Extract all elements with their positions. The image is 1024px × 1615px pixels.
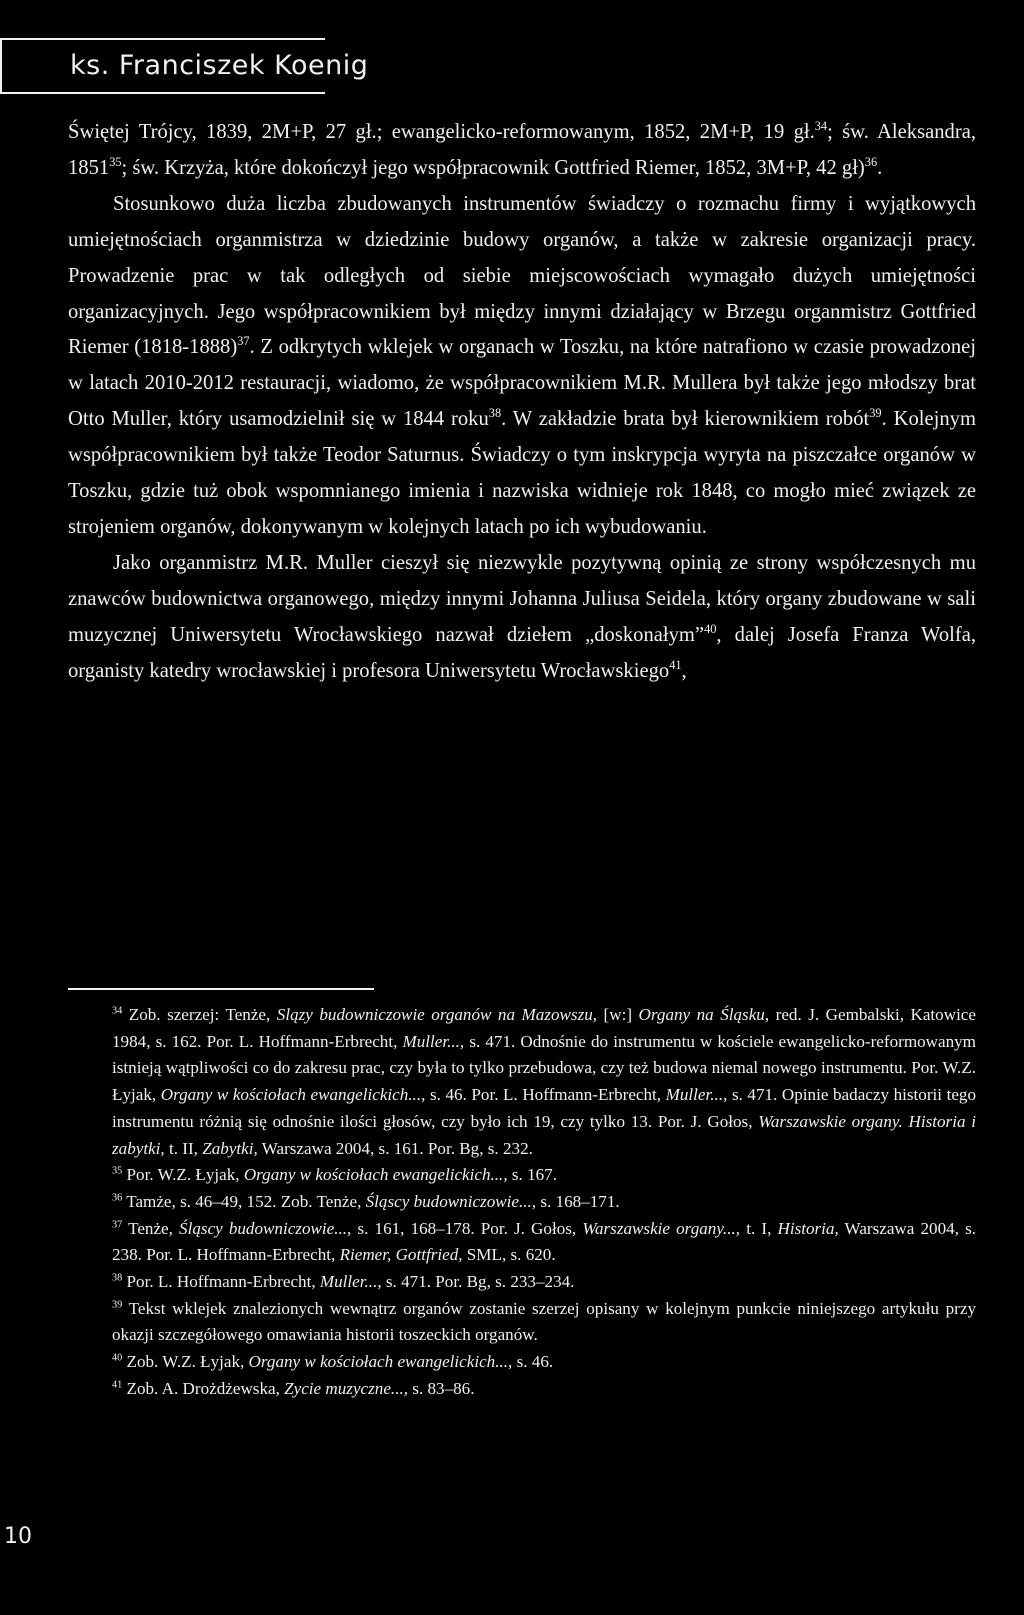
footnote-38: $^{38}$ Por. L. Hoffmann-Erbrecht, Muller..., s. 471. Por. Bg, s. 233–234. (112, 1272, 575, 1292)
footnote-ref-40[interactable]: 40 (704, 621, 717, 636)
footnote-ref-34[interactable]: 34 (814, 119, 828, 134)
footnote-ref-38[interactable]: 38 (488, 406, 502, 421)
footnote-36: $^{36}$ Tamże, s. 46–49, 152. Zob. Tenże, Śląscy budowniczowie..., s. 168–171. (112, 1191, 620, 1211)
paragraph-2: Stosunkowo duża liczba zbudowanych instrumentów świadczy o rozmachu firmy i wyjątkowych umiejętnościach organmistrza w dziedzinie budowy organów, a także w zakresie organizacji pracy. Prowadzenie prac w tak odległych od siebie miejscowościach wymagało dużych umiejętności organizacyjnych. Jego współpracownikiem był między innymi działający w Brzegu organmistrz Gottfried Riemer (1818-1888)$^{37}$. Z odkrytych wklejek w organach w Toszku, na które natrafiono w czasie prowadzonej w latach 2010-2012 restauracji, wiadomo, że współpracownikiem M.R. Mullera był także jego młodszy brat Otto Muller, który usamodzielnił się w 1844 roku$^{38}$. W zakładzie brata był kierownikiem robót$^{39}$. Kolejnym współpracownikiem był także Teodor Saturnus. Świadczy o tym inskrypcja wyryta na piszczałce organów w Toszku, gdzie tuż obok wspomnianego imienia i nazwiska widnieje rok 1848, co mogło mieć związek ze strojeniem organów, dokonywanym w kolejnych latach po ich wybudowaniu. (68, 192, 976, 538)
footnote-37: $^{37}$ Tenże, Śląscy budowniczowie..., s. 161, 168–178. Por. J. Gołos, Warszawskie organy..., t. I, Historia, Warszawa 2004, s. 238. Por. L. Hoffmann-Erbrecht, Riemer, Gottfried, SML, s. 620. (112, 1218, 976, 1265)
footnote-39: $^{39}$ Tekst wklejek znalezionych wewnątrz organów zostanie szerzej opisany w kolejnym punkcie niniejszego artykułu przy okazji szczegółowego omawiania historii toszeckich organów. (112, 1298, 976, 1345)
footnote-40: $^{40}$ Zob. W.Z. Łyjak, Organy w kościołach ewangelickich..., s. 46. (112, 1352, 554, 1372)
footnote-34: $^{34}$ Zob. szerzej: Tenże, Slązy budowniczowie organów na Mazowszu, [w:] Organy na Śląsku, red. J. Gembalski, Katowice 1984, s. 162. Por. L. Hoffmann-Erbrecht, Muller..., s. 471. Odnośnie do instrumentu w kościele ewangelicko-reformowanym istnieją wątpliwości co do zakresu prac, czy była to tylko przebudowa, czy też budowa niemal nowego instrumentu. Por. W.Z. Łyjak, Organy w kościołach ewangelickich..., s. 46. Por. L. Hoffmann-Erbrecht, Muller..., s. 471. Opinie badaczy historii tego instrumentu różnią się odnośnie ilości głosów, czy było ich 19, czy tylko 13. Por. J. Gołos, Warszawskie organy. Historia i zabytki, t. II, Zabytki, Warszawa 2004, s. 161. Por. Bg, s. 232. (112, 1005, 977, 1158)
footnote-ref-36[interactable]: 36 (864, 155, 878, 170)
paragraph-1: Świętej Trójcy, 1839, 2M+P, 27 gł.; ewangelicko-reformowanym, 1852, 2M+P, 19 gł.$^{34}$; św. Aleksandra, 1851$^{35}$; św. Krzyża, które dokończył jego współpracownik Gottfried Riemer, 1852, 3M+P, 42 gł)$^{36}$. (68, 119, 976, 179)
main-text (68, 115, 976, 690)
paragraph-3: Jako organmistrz M.R. Muller cieszył się niezwykle pozytywną opinią ze strony współczesnych mu znawców budownictwa organowego, między innymi Johanna Juliusa Seidela, który organy zbudowane w sali muzycznej Uniwersytetu Wrocławskiego nazwał dziełem „doskonałym”$^{40}$, dalej Josefa Franza Wolfa, organisty katedry wrocławskiej i profesora Uniwersytetu Wrocławskiego$^{41}$, (68, 551, 977, 682)
footnote-35: $^{35}$ Por. W.Z. Łyjak, Organy w kościołach ewangelickich..., s. 167. (112, 1165, 557, 1185)
running-head: ks. Franciszek Koenig (70, 50, 369, 81)
footnotes (112, 1002, 976, 1403)
footnote-ref-35[interactable]: 35 (109, 155, 122, 170)
footnote-ref-41[interactable]: 41 (669, 657, 682, 672)
footnote-separator (68, 988, 374, 990)
footnote-41: $^{41}$ Zob. A. Drożdżewska, Zycie muzyczne..., s. 83–86. (112, 1378, 475, 1398)
page-number: 10 (4, 1524, 32, 1549)
footnote-ref-37[interactable]: 37 (237, 334, 250, 349)
footnote-ref-39[interactable]: 39 (869, 406, 882, 421)
